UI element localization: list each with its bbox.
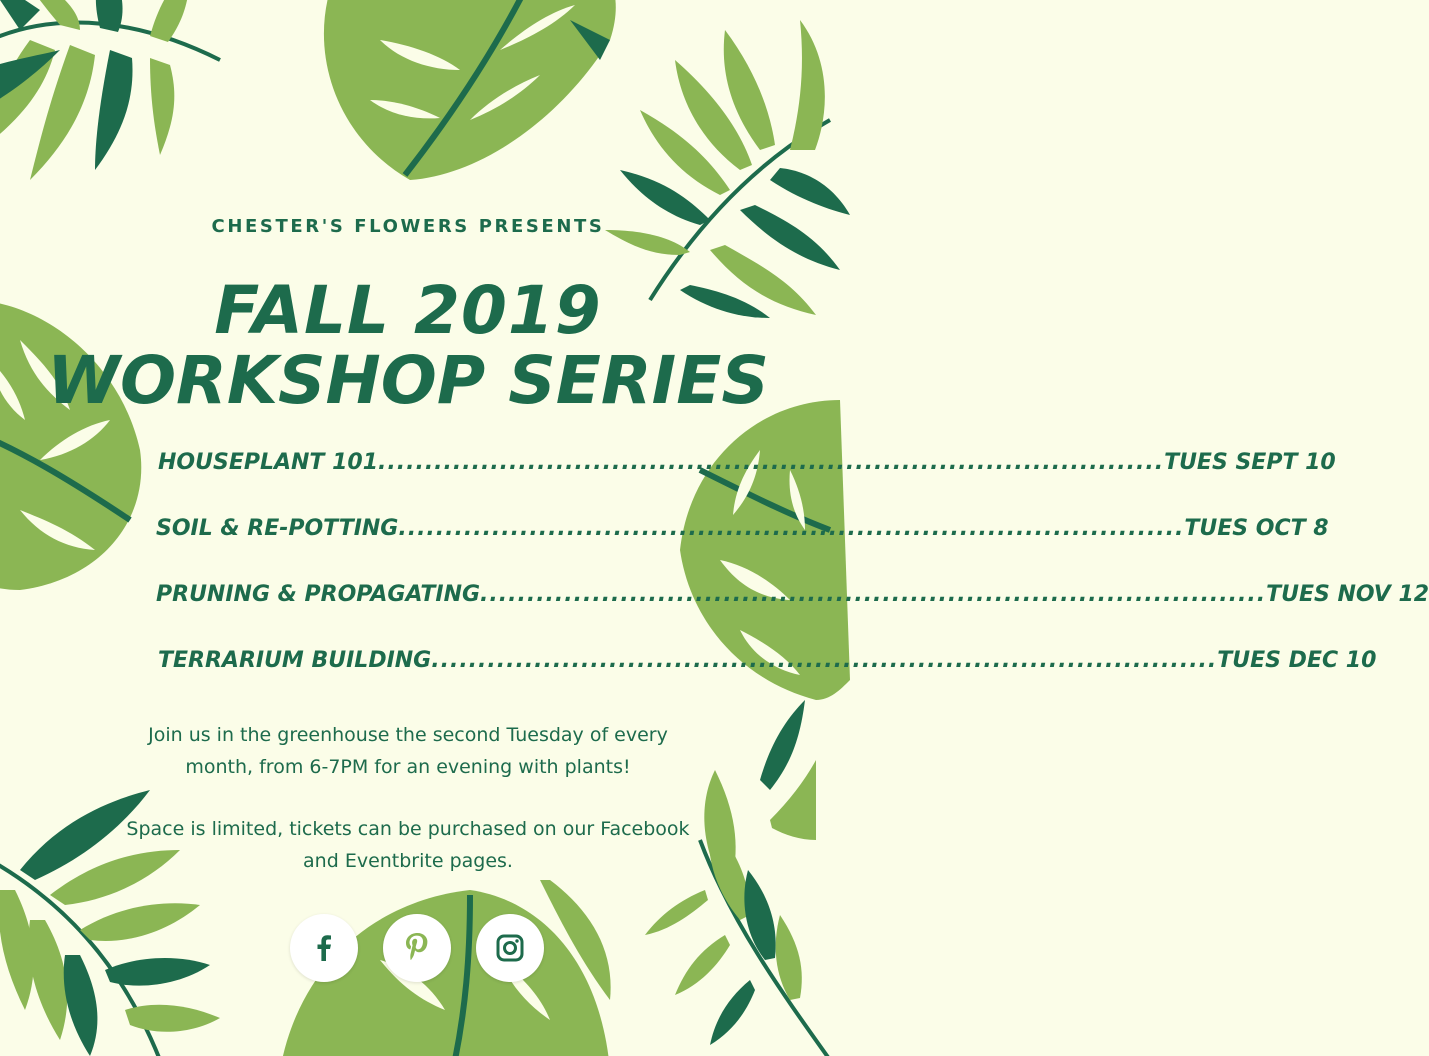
workshop-date: TUES SEPT 10 (1164, 450, 1336, 475)
workshop-name: TERRARIUM BUILDING (158, 648, 432, 673)
workshop-name: HOUSEPLANT 101 (158, 450, 379, 475)
dot-leader: .................................................................................... (431, 648, 1218, 673)
workshop-name: SOIL & RE-POTTING (156, 516, 399, 541)
workshop-row (156, 582, 1429, 616)
workshop-row (158, 648, 1377, 682)
workshop-name: PRUNING & PROPAGATING (156, 582, 481, 607)
workshop-date: TUES OCT 8 (1184, 516, 1329, 541)
pinterest-icon (402, 931, 432, 965)
facebook-icon (309, 933, 339, 963)
dot-leader: .................................................................................... (480, 582, 1267, 607)
dot-leader: .................................................................................... (398, 516, 1185, 541)
instagram-button[interactable] (476, 914, 544, 982)
schedule-description: Join us in the greenhouse the second Tuesday of every month, from 6-7PM for an evening with plants! (148, 724, 668, 778)
dot-leader: .................................................................................... (378, 450, 1165, 475)
ticket-info: Space is limited, tickets can be purchased on our Facebook and Eventbrite pages. (126, 818, 690, 872)
workshop-row (158, 450, 1336, 484)
pinterest-button[interactable] (383, 914, 451, 982)
event-title-line2: WORKSHOP SERIES (47, 342, 769, 419)
event-title-line1: FALL 2019 (214, 272, 602, 349)
presenter-heading: CHESTER'S FLOWERS PRESENTS (211, 216, 605, 237)
workshop-date: TUES DEC 10 (1217, 648, 1377, 673)
workshop-date: TUES NOV 12 (1266, 582, 1429, 607)
instagram-icon (495, 933, 525, 963)
workshop-row (156, 516, 1329, 550)
facebook-button[interactable] (290, 914, 358, 982)
